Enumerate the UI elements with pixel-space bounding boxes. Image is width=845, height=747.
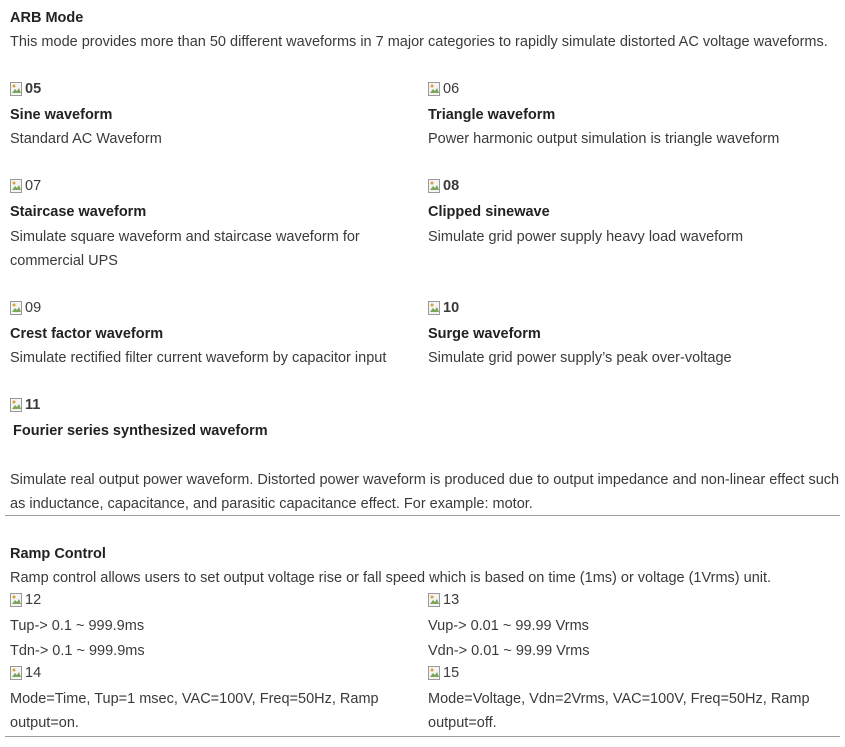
waveform-image-07 xyxy=(10,176,41,196)
ramp-item-15 xyxy=(428,663,459,689)
arb-item-clipped xyxy=(428,176,459,202)
broken-image-icon xyxy=(10,301,24,316)
broken-image-icon xyxy=(428,301,442,316)
staircase-desc-line-1: Simulate square waveform and staircase waveform for xyxy=(10,229,360,245)
clipped-title: Clipped sinewave xyxy=(428,204,550,220)
ramp-item-12 xyxy=(10,590,41,616)
image-alt-text: 08 xyxy=(443,178,460,194)
arb-item-fourier xyxy=(10,395,40,421)
broken-image-icon xyxy=(10,82,24,97)
image-alt-text: 14 xyxy=(25,665,42,681)
image-alt-text: 13 xyxy=(443,592,460,608)
ramp-image-15 xyxy=(428,663,459,683)
image-alt-text: 10 xyxy=(443,300,460,316)
broken-image-icon xyxy=(428,593,442,608)
clipped-desc: Simulate grid power supply heavy load waveform xyxy=(428,229,744,245)
voltage-mode-line-1: Mode=Voltage, Vdn=2Vrms, VAC=100V, Freq=50Hz, Ramp xyxy=(428,691,810,707)
image-alt-text: 09 xyxy=(25,300,42,316)
broken-image-icon xyxy=(428,179,442,194)
broken-image-icon xyxy=(10,398,24,413)
vup-range: Vup-> 0.01 ~ 99.99 Vrms xyxy=(428,618,589,634)
image-alt-text: 15 xyxy=(443,665,460,681)
arb-item-triangle xyxy=(428,79,459,105)
waveform-image-10 xyxy=(428,298,459,318)
broken-image-icon xyxy=(10,666,24,681)
ramp-image-13 xyxy=(428,590,459,610)
triangle-desc: Power harmonic output simulation is triangle waveform xyxy=(428,131,780,147)
arb-description: This mode provides more than 50 different waveforms in 7 major categories to rapidly simulate distorted AC voltage waveforms. xyxy=(10,34,828,50)
time-mode-line-1: Mode=Time, Tup=1 msec, VAC=100V, Freq=50Hz, Ramp xyxy=(10,691,379,707)
arb-item-crest xyxy=(10,298,41,324)
ramp-image-14 xyxy=(10,663,41,683)
image-alt-text: 06 xyxy=(443,81,460,97)
time-mode-line-2: output=on. xyxy=(10,715,79,731)
crest-desc: Simulate rectified filter current waveform by capacitor input xyxy=(10,350,387,366)
sine-desc: Standard AC Waveform xyxy=(10,131,162,147)
fourier-title: Fourier series synthesized waveform xyxy=(13,423,268,439)
voltage-mode-line-2: output=off. xyxy=(428,715,497,731)
ramp-description: Ramp control allows users to set output voltage rise or fall speed which is based on time (1ms) or voltage (1Vrms) unit. xyxy=(10,570,772,586)
vdn-range: Vdn-> 0.01 ~ 99.99 Vrms xyxy=(428,643,590,659)
crest-title: Crest factor waveform xyxy=(10,326,164,342)
staircase-desc-line-2: commercial UPS xyxy=(10,253,118,269)
arb-item-sine xyxy=(10,79,41,105)
ramp-image-12 xyxy=(10,590,41,610)
ramp-item-14 xyxy=(10,663,41,689)
arb-item-staircase xyxy=(10,176,41,202)
staircase-title: Staircase waveform xyxy=(10,204,147,220)
image-alt-text: 07 xyxy=(25,178,42,194)
ramp-item-13 xyxy=(428,590,459,616)
section-divider xyxy=(5,515,840,516)
image-alt-text: 05 xyxy=(25,81,42,97)
waveform-image-08 xyxy=(428,176,459,196)
broken-image-icon xyxy=(428,666,442,681)
waveform-image-06 xyxy=(428,79,459,99)
broken-image-icon xyxy=(428,82,442,97)
ramp-title: Ramp Control xyxy=(10,546,106,562)
sine-title: Sine waveform xyxy=(10,107,113,123)
image-alt-text: 12 xyxy=(25,592,42,608)
waveform-image-09 xyxy=(10,298,41,318)
arb-item-surge xyxy=(428,298,459,324)
surge-title: Surge waveform xyxy=(428,326,541,342)
tdn-range: Tdn-> 0.1 ~ 999.9ms xyxy=(10,643,145,659)
tup-range: Tup-> 0.1 ~ 999.9ms xyxy=(10,618,145,634)
triangle-title: Triangle waveform xyxy=(428,107,556,123)
arb-footer-line-1: Simulate real output power waveform. Distorted power waveform is produced due to output impedance and non-linear effect such xyxy=(10,472,840,488)
image-alt-text: 11 xyxy=(25,397,41,413)
waveform-image-05 xyxy=(10,79,41,99)
surge-desc: Simulate grid power supply’s peak over-voltage xyxy=(428,350,732,366)
broken-image-icon xyxy=(10,179,24,194)
bottom-divider xyxy=(5,736,840,737)
waveform-image-11 xyxy=(10,395,40,415)
broken-image-icon xyxy=(10,593,24,608)
arb-footer-line-2: as inductance, capacitance, and parasitic capacitance effect. For example: motor. xyxy=(10,496,533,512)
arb-title: ARB Mode xyxy=(10,10,84,26)
